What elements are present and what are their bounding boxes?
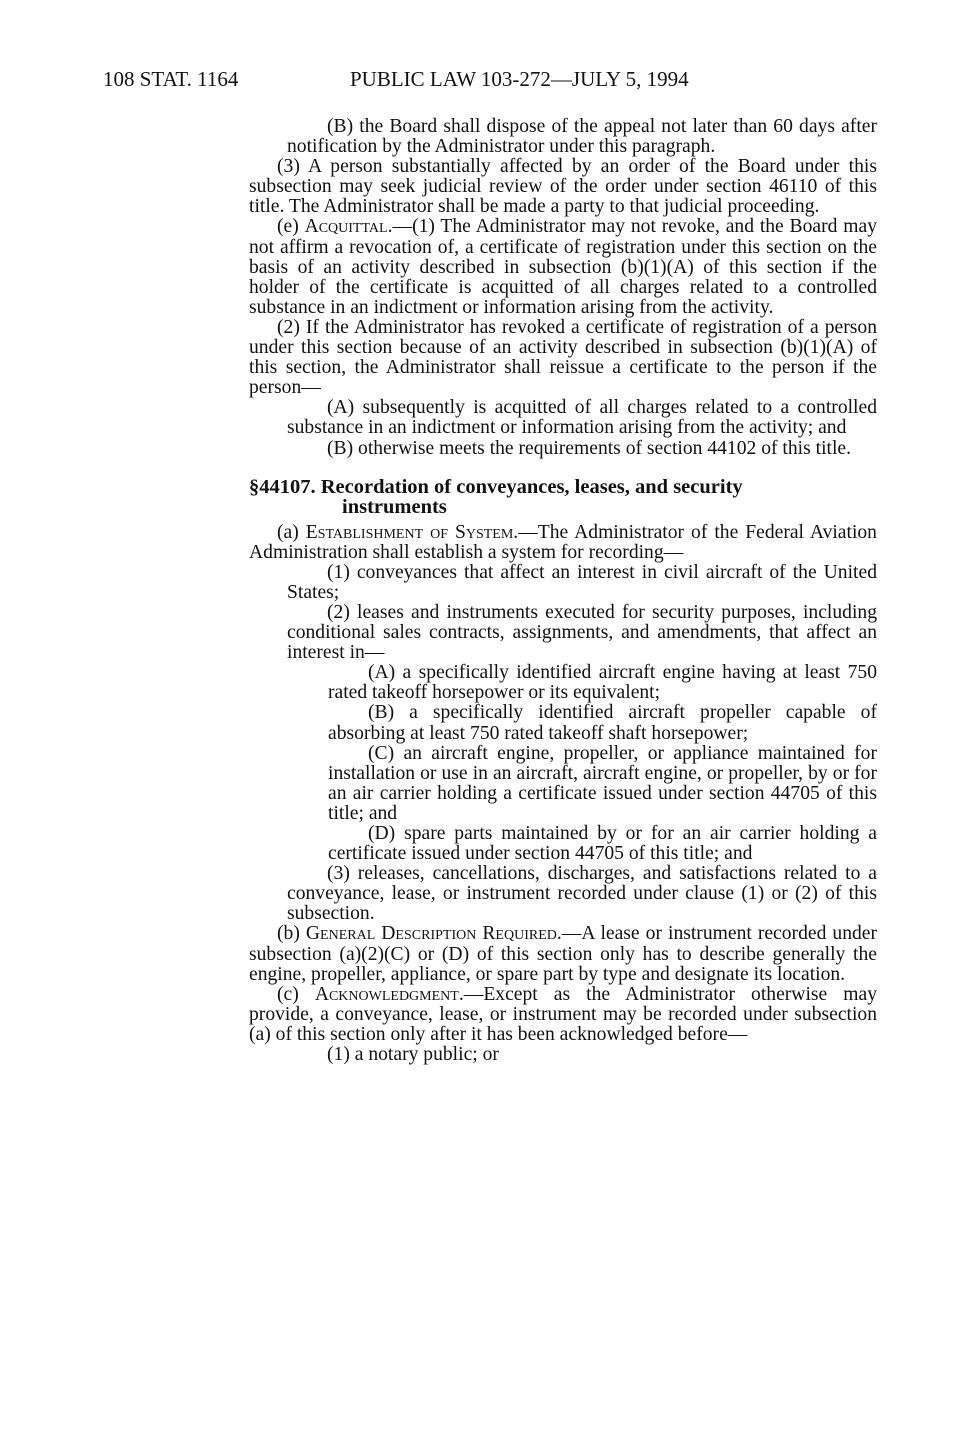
paragraph-a2-d: (D) spare parts maintained by or for an air carrier holding a certificate issued under section 44705 of this title; and <box>328 823 877 865</box>
subsection-a-prefix: (a) <box>277 521 306 543</box>
subsection-c-dash: — <box>463 983 484 1005</box>
subsection-e-prefix: (e) <box>277 216 305 238</box>
subsection-a-dash: — <box>518 521 538 543</box>
section-number: 44107. <box>259 475 316 498</box>
paragraph-a3: (3) releases, cancellations, discharges, and satisfactions related to a conveyance, lease, or instrument recorded under clause (1) or (2) of this subsection. <box>287 863 877 925</box>
section-heading <box>249 477 877 517</box>
subsection-e-dash: — <box>392 216 413 238</box>
paragraph-a1: (1) conveyances that affect an interest in civil aircraft of the United States; <box>287 561 877 603</box>
section-title-line2: instruments <box>342 495 447 518</box>
paragraph-c-acknowledgment <box>249 985 877 1045</box>
paragraph-a2-b: (B) a specifically identified aircraft propeller capable of absorbing at least 750 rated takeoff shaft horsepower; <box>328 702 877 744</box>
subsection-b-heading: General Description Required. <box>305 923 562 945</box>
section-title-line1: Recordation of conveyances, leases, and security <box>320 475 743 498</box>
paragraph-b-general-description <box>249 924 877 984</box>
subsection-e-heading: Acquittal. <box>304 216 393 238</box>
paragraph-a2-c: (C) an aircraft engine, propeller, or appliance maintained for installation or use in an aircraft, aircraft engine, or propeller, by or for an air carrier holding a certificate issued under section 44705 of this title; and <box>328 742 877 824</box>
paragraph-c1: (1) a notary public; or <box>327 1044 499 1066</box>
subsection-b-text: A lease or instrument recorded under subsection (a)(2)(C) or (D) of this section only has to describe generally the engine, propeller, appliance, or spare part by type and designate its location. <box>249 923 878 985</box>
paragraph-3-judicial-review: (3) A person substantially affected by an order of the Board under this subsection may seek judicial review of the order under section 46110 of this title. The Administrator shall be made a party to that judicial proceeding. <box>249 156 877 218</box>
subsection-b-dash: — <box>561 923 582 945</box>
paragraph-a-establishment <box>249 523 877 563</box>
subsection-b-prefix: (b) <box>277 923 306 945</box>
paragraph-e2-a: (A) subsequently is acquitted of all charges related to a controlled substance in an indictment or information arising from the activity; and <box>287 397 877 439</box>
public-law-title: PUBLIC LAW 103-272—JULY 5, 1994 <box>350 67 689 91</box>
statute-page-number: 108 STAT. 1164 <box>103 67 239 91</box>
subsection-c-prefix: (c) <box>277 983 315 1005</box>
paragraph-a2-a: (A) a specifically identified aircraft engine having at least 750 rated takeoff horsepower or its equivalent; <box>328 662 877 704</box>
paragraph-e2-reissue: (2) If the Administrator has revoked a certificate of registration of a person under this section because of an activity described in subsection (b)(1)(A) of this section, the Administrator shall reissue a certificate to the person if the person— <box>249 316 877 399</box>
paragraph-e2-b: (B) otherwise meets the requirements of section 44102 of this title. <box>327 437 852 459</box>
subsection-c-heading: Acknowledgment. <box>314 983 464 1005</box>
subsection-c-text: Except as the Administrator otherwise may provide, a conveyance, lease, or instrument may be recorded under subsection (a) of this section only after it has been acknowledged before— <box>249 983 878 1045</box>
subsection-a-text: The Administrator of the Federal Aviation Administration shall establish a system for recording— <box>249 521 877 563</box>
paragraph-b-dispose: (B) the Board shall dispose of the appeal not later than 60 days after notification by the Administrator under this paragraph. <box>287 116 877 158</box>
paragraph-e-acquittal <box>249 217 877 317</box>
subsection-a-heading: Establishment of System. <box>305 521 519 543</box>
document-body <box>249 117 877 1065</box>
paragraph-a2: (2) leases and instruments executed for security purposes, including conditional sales contracts, assignments, and amendments, that affect an interest in— <box>287 601 877 664</box>
section-symbol: § <box>249 475 260 498</box>
subsection-e-text: (1) The Administrator may not revoke, and the Board may not affirm a revocation of, a certificate of registration under this section on the basis of an activity described in subsection (b)(1)(A) of this section if the holder of the certificate is acquitted of all charges related to a controlled substance in an indictment or information arising from the activity. <box>249 216 877 318</box>
